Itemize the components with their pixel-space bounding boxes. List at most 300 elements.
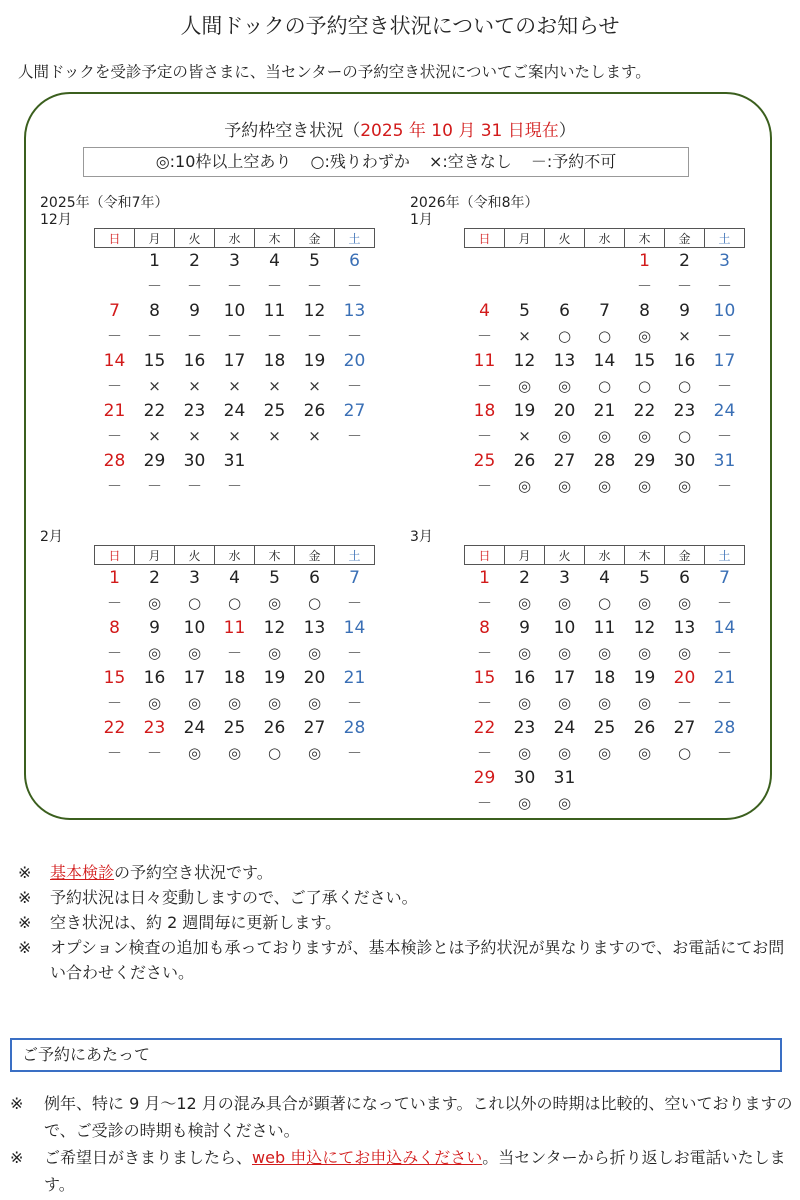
availability-status: ◎ <box>677 476 692 495</box>
calendar-day: 18 <box>593 667 616 688</box>
calendar-day: 9 <box>149 617 160 638</box>
availability-status: － <box>476 477 492 495</box>
calendar-day: 6 <box>559 300 570 321</box>
calendar-day: 11 <box>223 617 246 638</box>
availability-status: － <box>346 427 362 445</box>
calendar-day: 27 <box>343 400 366 421</box>
notes-list <box>18 860 798 985</box>
availability-status: － <box>716 377 732 395</box>
calendar-day: 6 <box>349 250 360 271</box>
availability-status: － <box>346 694 362 712</box>
availability-status <box>705 790 745 815</box>
availability-status: － <box>186 327 202 345</box>
calendar-day: 16 <box>513 667 536 688</box>
calendar-day: 26 <box>263 717 286 738</box>
calendar-day: 15 <box>143 350 166 371</box>
weekday-header: 金 <box>665 546 705 565</box>
note-mark: ※ <box>18 938 32 957</box>
note-mark: ※ <box>18 863 32 882</box>
calendar-day: 21 <box>343 667 366 688</box>
calendar-day: 17 <box>183 667 206 688</box>
availability-status: ◎ <box>267 693 282 712</box>
calendar-day: 18 <box>263 350 286 371</box>
availability-title <box>0 116 800 141</box>
availability-status: － <box>146 744 162 762</box>
calendar-day: 1 <box>149 250 160 271</box>
availability-status: ◎ <box>557 426 572 445</box>
availability-status: ◎ <box>307 693 322 712</box>
calendar-month: 3月 <box>410 529 433 545</box>
availability-status: － <box>716 427 732 445</box>
calendar-day: 15 <box>473 667 496 688</box>
calendar-day: 7 <box>719 567 730 588</box>
availability-status <box>625 790 665 815</box>
note-item <box>18 860 798 885</box>
availability-status: － <box>226 277 242 295</box>
availability-status: － <box>716 644 732 662</box>
calendar-day: 31 <box>713 450 736 471</box>
note-mark: ※ <box>10 1094 24 1113</box>
calendar-day: 28 <box>343 717 366 738</box>
legend-item-full: ×:空きなし <box>428 152 512 171</box>
note-mark: ※ <box>18 888 32 907</box>
calendar-day <box>585 248 625 274</box>
availability-status: － <box>226 477 242 495</box>
note-text: オプション検査の追加も承っておりますが、基本検診とは予約状況が異なりますので、お電話にてお問い合わせください。 <box>50 938 785 982</box>
weekday-header: 水 <box>585 229 625 248</box>
note-item <box>18 935 798 985</box>
weekday-header: 木 <box>625 546 665 565</box>
calendar-day: 10 <box>223 300 246 321</box>
availability-status: － <box>106 477 122 495</box>
calendar-day: 9 <box>189 300 200 321</box>
calendar-day: 14 <box>593 350 616 371</box>
calendar-day: 16 <box>183 350 206 371</box>
calendar-day: 5 <box>309 250 320 271</box>
availability-status: ◎ <box>557 743 572 762</box>
calendar-day <box>665 765 705 790</box>
availability-status: ◎ <box>557 693 572 712</box>
calendar-day: 7 <box>109 300 120 321</box>
calendar-day: 2 <box>519 567 530 588</box>
calendar-day: 20 <box>343 350 366 371</box>
availability-status <box>465 273 505 298</box>
calendar-day: 13 <box>303 617 326 638</box>
calendar-day <box>625 765 665 790</box>
availability-status: ○ <box>187 593 202 612</box>
note-mark: ※ <box>10 1148 24 1167</box>
calendar-day: 9 <box>519 617 530 638</box>
calendar-day: 17 <box>553 667 576 688</box>
availability-status: ◎ <box>597 743 612 762</box>
availability-status: － <box>716 277 732 295</box>
availability-status: × <box>148 426 161 445</box>
availability-status: × <box>228 426 241 445</box>
availability-status: － <box>476 694 492 712</box>
availability-status: ○ <box>557 326 572 345</box>
availability-status: ◎ <box>637 426 652 445</box>
calendar-day: 11 <box>263 300 286 321</box>
availability-status: － <box>676 277 692 295</box>
availability-status: － <box>716 744 732 762</box>
weekday-header: 土 <box>705 229 745 248</box>
calendar-day: 28 <box>103 450 126 471</box>
availability-status: ◎ <box>517 793 532 812</box>
calendar-day: 14 <box>103 350 126 371</box>
availability-status: ◎ <box>677 643 692 662</box>
calendar-day <box>545 248 585 274</box>
availability-status: × <box>268 426 281 445</box>
note-item <box>10 1144 800 1198</box>
availability-status: ◎ <box>597 426 612 445</box>
availability-status: ◎ <box>597 643 612 662</box>
calendar-day: 6 <box>679 567 690 588</box>
calendar-day: 23 <box>143 717 166 738</box>
availability-status: ○ <box>597 593 612 612</box>
calendar-day: 5 <box>639 567 650 588</box>
availability-status: ◎ <box>307 643 322 662</box>
availability-status: ◎ <box>637 743 652 762</box>
calendar-year: 2025年（令和7年） <box>40 195 169 211</box>
availability-status: ◎ <box>267 593 282 612</box>
calendar-day <box>465 248 505 274</box>
calendar-day: 13 <box>343 300 366 321</box>
calendar-day: 26 <box>633 717 656 738</box>
availability-status: － <box>266 277 282 295</box>
availability-status: － <box>476 594 492 612</box>
calendar-day: 10 <box>553 617 576 638</box>
calendar-day: 9 <box>679 300 690 321</box>
calendar-january <box>410 195 744 498</box>
calendar-day <box>505 248 545 274</box>
calendar-day: 22 <box>143 400 166 421</box>
availability-status: － <box>226 327 242 345</box>
note-item <box>18 910 798 935</box>
calendar-day: 21 <box>713 667 736 688</box>
calendar-day: 16 <box>673 350 696 371</box>
calendar-day: 25 <box>223 717 246 738</box>
availability-status: ◎ <box>597 693 612 712</box>
calendar-day: 21 <box>103 400 126 421</box>
availability-status: ◎ <box>597 476 612 495</box>
calendar-day: 4 <box>229 567 240 588</box>
calendar-day: 25 <box>263 400 286 421</box>
reservation-notes <box>10 1090 800 1198</box>
availability-status: ◎ <box>147 593 162 612</box>
availability-status: ○ <box>677 376 692 395</box>
availability-status: － <box>226 644 242 662</box>
availability-status: － <box>106 694 122 712</box>
availability-status <box>585 790 625 815</box>
availability-status <box>665 790 705 815</box>
calendar-day: 3 <box>189 567 200 588</box>
availability-status: × <box>268 376 281 395</box>
calendar-day: 6 <box>309 567 320 588</box>
calendar-day: 10 <box>183 617 206 638</box>
note-text: 。当センターから折り返しお電話いたします。 <box>44 1148 786 1194</box>
availability-status: × <box>308 426 321 445</box>
legend-item-available: ◎:10枠以上空あり <box>155 152 292 171</box>
calendar-day: 27 <box>673 717 696 738</box>
availability-status: ◎ <box>557 476 572 495</box>
availability-status: － <box>106 644 122 662</box>
note-text: 予約状況は日々変動しますので、ご了承ください。 <box>50 888 418 907</box>
availability-status: － <box>106 744 122 762</box>
calendar-day: 13 <box>673 617 696 638</box>
calendar-day: 4 <box>269 250 280 271</box>
calendar-day: 13 <box>553 350 576 371</box>
calendar-day: 5 <box>269 567 280 588</box>
availability-status: ○ <box>267 743 282 762</box>
availability-status: － <box>146 477 162 495</box>
weekday-header: 木 <box>625 229 665 248</box>
calendar-month: 12月 <box>40 212 72 228</box>
weekday-header: 月 <box>505 229 545 248</box>
calendar-day: 24 <box>553 717 576 738</box>
calendar-day <box>255 448 295 473</box>
availability-status: － <box>346 644 362 662</box>
availability-status: － <box>266 327 282 345</box>
calendar-day: 15 <box>633 350 656 371</box>
calendar-day <box>95 248 135 274</box>
availability-status: － <box>186 277 202 295</box>
calendar-day: 2 <box>189 250 200 271</box>
weekday-header: 土 <box>335 546 375 565</box>
availability-label: 予約枠空き状況（ <box>224 121 361 141</box>
calendar-day: 24 <box>183 717 206 738</box>
calendar-day: 17 <box>223 350 246 371</box>
calendar-day: 18 <box>223 667 246 688</box>
weekday-header: 水 <box>585 546 625 565</box>
calendar-day: 1 <box>479 567 490 588</box>
calendar-march <box>410 529 744 815</box>
calendar-day <box>705 765 745 790</box>
weekday-header: 火 <box>545 546 585 565</box>
calendar-day: 22 <box>633 400 656 421</box>
availability-status: × <box>518 326 531 345</box>
availability-status <box>295 473 335 498</box>
legend-item-few: ○:残りわずか <box>310 152 410 171</box>
availability-status <box>505 273 545 298</box>
calendar-day: 19 <box>263 667 286 688</box>
calendar-day: 20 <box>553 400 576 421</box>
calendar-day: 10 <box>713 300 736 321</box>
calendar-day: 24 <box>713 400 736 421</box>
calendar-day: 20 <box>303 667 326 688</box>
note-text: の予約空き状況です。 <box>114 863 273 882</box>
weekday-header: 火 <box>175 546 215 565</box>
availability-status: ◎ <box>227 743 242 762</box>
web-application-link[interactable]: web 申込にてお申込みください <box>252 1148 483 1167</box>
calendar-day: 21 <box>593 400 616 421</box>
weekday-header: 月 <box>135 229 175 248</box>
calendar-day: 8 <box>109 617 120 638</box>
calendar-december <box>40 195 374 498</box>
section-header: ご予約にあたって <box>10 1038 782 1072</box>
calendar-day: 22 <box>473 717 496 738</box>
availability-status: － <box>346 744 362 762</box>
availability-status: ○ <box>597 326 612 345</box>
note-text: ご希望日がきまりましたら、 <box>44 1148 253 1167</box>
availability-status: － <box>306 327 322 345</box>
availability-status: ○ <box>637 376 652 395</box>
calendar-day: 29 <box>473 767 496 788</box>
weekday-header: 木 <box>255 229 295 248</box>
calendar-day: 12 <box>633 617 656 638</box>
calendar-day: 19 <box>633 667 656 688</box>
calendar-day: 27 <box>553 450 576 471</box>
calendar-day: 29 <box>633 450 656 471</box>
availability-status: ◎ <box>517 743 532 762</box>
calendar-day: 27 <box>303 717 326 738</box>
calendar-day: 30 <box>183 450 206 471</box>
calendar-day: 23 <box>673 400 696 421</box>
weekday-header: 木 <box>255 546 295 565</box>
availability-status: ◎ <box>637 693 652 712</box>
availability-status: ◎ <box>267 643 282 662</box>
availability-status: － <box>146 327 162 345</box>
availability-status <box>95 273 135 298</box>
calendar-day: 31 <box>223 450 246 471</box>
calendar-day: 22 <box>103 717 126 738</box>
calendar-day: 1 <box>109 567 120 588</box>
availability-status: ◎ <box>517 693 532 712</box>
availability-status: ○ <box>227 593 242 612</box>
calendar-day: 12 <box>513 350 536 371</box>
calendar-day: 11 <box>473 350 496 371</box>
calendar-day: 11 <box>593 617 616 638</box>
weekday-header: 日 <box>465 546 505 565</box>
availability-status: － <box>346 277 362 295</box>
availability-status: ◎ <box>637 326 652 345</box>
calendar-day: 30 <box>513 767 536 788</box>
availability-status: － <box>716 327 732 345</box>
availability-status: ◎ <box>677 593 692 612</box>
calendar-day: 8 <box>479 617 490 638</box>
availability-status: ◎ <box>147 693 162 712</box>
availability-status: × <box>188 426 201 445</box>
calendar-day <box>585 765 625 790</box>
availability-status: ◎ <box>637 593 652 612</box>
availability-status: － <box>636 277 652 295</box>
availability-status: ◎ <box>187 743 202 762</box>
calendar-year: 2026年（令和8年） <box>410 195 539 211</box>
calendar-day: 2 <box>679 250 690 271</box>
calendar-day: 26 <box>303 400 326 421</box>
legend-item-unavailable: －:予約不可 <box>530 152 617 171</box>
availability-status: ◎ <box>147 643 162 662</box>
availability-status: ◎ <box>517 593 532 612</box>
calendar-day: 8 <box>639 300 650 321</box>
availability-status: ○ <box>677 743 692 762</box>
availability-status: ○ <box>677 426 692 445</box>
availability-status: － <box>676 694 692 712</box>
calendar-day: 25 <box>593 717 616 738</box>
calendar-day: 7 <box>349 567 360 588</box>
availability-status: － <box>716 477 732 495</box>
page-title: 人間ドックの予約空き状況についてのお知らせ <box>180 14 620 38</box>
calendar-day: 29 <box>143 450 166 471</box>
calendar-day: 8 <box>149 300 160 321</box>
availability-status: － <box>476 427 492 445</box>
availability-status: ◎ <box>557 593 572 612</box>
calendar-day: 14 <box>343 617 366 638</box>
availability-status: － <box>476 327 492 345</box>
availability-status: ◎ <box>227 693 242 712</box>
calendar-day <box>295 448 335 473</box>
calendar-day: 4 <box>599 567 610 588</box>
calendar-day: 25 <box>473 450 496 471</box>
calendar-day: 12 <box>263 617 286 638</box>
basic-checkup-link[interactable]: 基本検診 <box>50 863 115 882</box>
availability-status: － <box>146 277 162 295</box>
calendar-table <box>464 228 745 498</box>
weekday-header: 水 <box>215 229 255 248</box>
availability-status: × <box>148 376 161 395</box>
availability-status: － <box>476 644 492 662</box>
weekday-header: 月 <box>135 546 175 565</box>
weekday-header: 土 <box>335 229 375 248</box>
calendar-day: 3 <box>229 250 240 271</box>
calendar-day: 5 <box>519 300 530 321</box>
availability-status: × <box>228 376 241 395</box>
legend-box <box>83 147 689 177</box>
availability-status: － <box>716 594 732 612</box>
weekday-header: 日 <box>465 229 505 248</box>
calendar-day: 19 <box>303 350 326 371</box>
weekday-header: 日 <box>95 546 135 565</box>
availability-status: ◎ <box>637 476 652 495</box>
availability-status <box>255 473 295 498</box>
calendar-day: 1 <box>639 250 650 271</box>
availability-status: ○ <box>307 593 322 612</box>
calendar-day <box>335 448 375 473</box>
calendar-day: 16 <box>143 667 166 688</box>
note-item <box>18 885 798 910</box>
availability-status: ◎ <box>557 376 572 395</box>
calendar-day: 20 <box>673 667 696 688</box>
availability-status: ◎ <box>557 643 572 662</box>
availability-status: － <box>716 694 732 712</box>
calendar-day: 24 <box>223 400 246 421</box>
calendar-day: 28 <box>593 450 616 471</box>
weekday-header: 火 <box>545 229 585 248</box>
note-text: 例年、特に 9 月～12 月の混み具合が顕著になっています。これ以外の時期は比較的、空いておりますので、ご受診の時期も検討ください。 <box>44 1094 793 1140</box>
availability-status: － <box>346 377 362 395</box>
weekday-header: 水 <box>215 546 255 565</box>
availability-status: ◎ <box>517 376 532 395</box>
weekday-header: 金 <box>295 229 335 248</box>
availability-status: ◎ <box>637 643 652 662</box>
calendar-day: 23 <box>513 717 536 738</box>
weekday-header: 火 <box>175 229 215 248</box>
availability-status: ◎ <box>557 793 572 812</box>
weekday-header: 金 <box>665 229 705 248</box>
availability-status: － <box>106 427 122 445</box>
calendar-day: 23 <box>183 400 206 421</box>
availability-status: × <box>678 326 691 345</box>
availability-status: － <box>476 744 492 762</box>
calendar-day: 12 <box>303 300 326 321</box>
availability-close: ） <box>558 121 576 141</box>
availability-status: － <box>476 794 492 812</box>
availability-status: － <box>106 327 122 345</box>
calendar-february <box>40 529 374 765</box>
availability-status: × <box>308 376 321 395</box>
calendar-table <box>94 545 375 765</box>
availability-status: × <box>188 376 201 395</box>
availability-status: ◎ <box>307 743 322 762</box>
